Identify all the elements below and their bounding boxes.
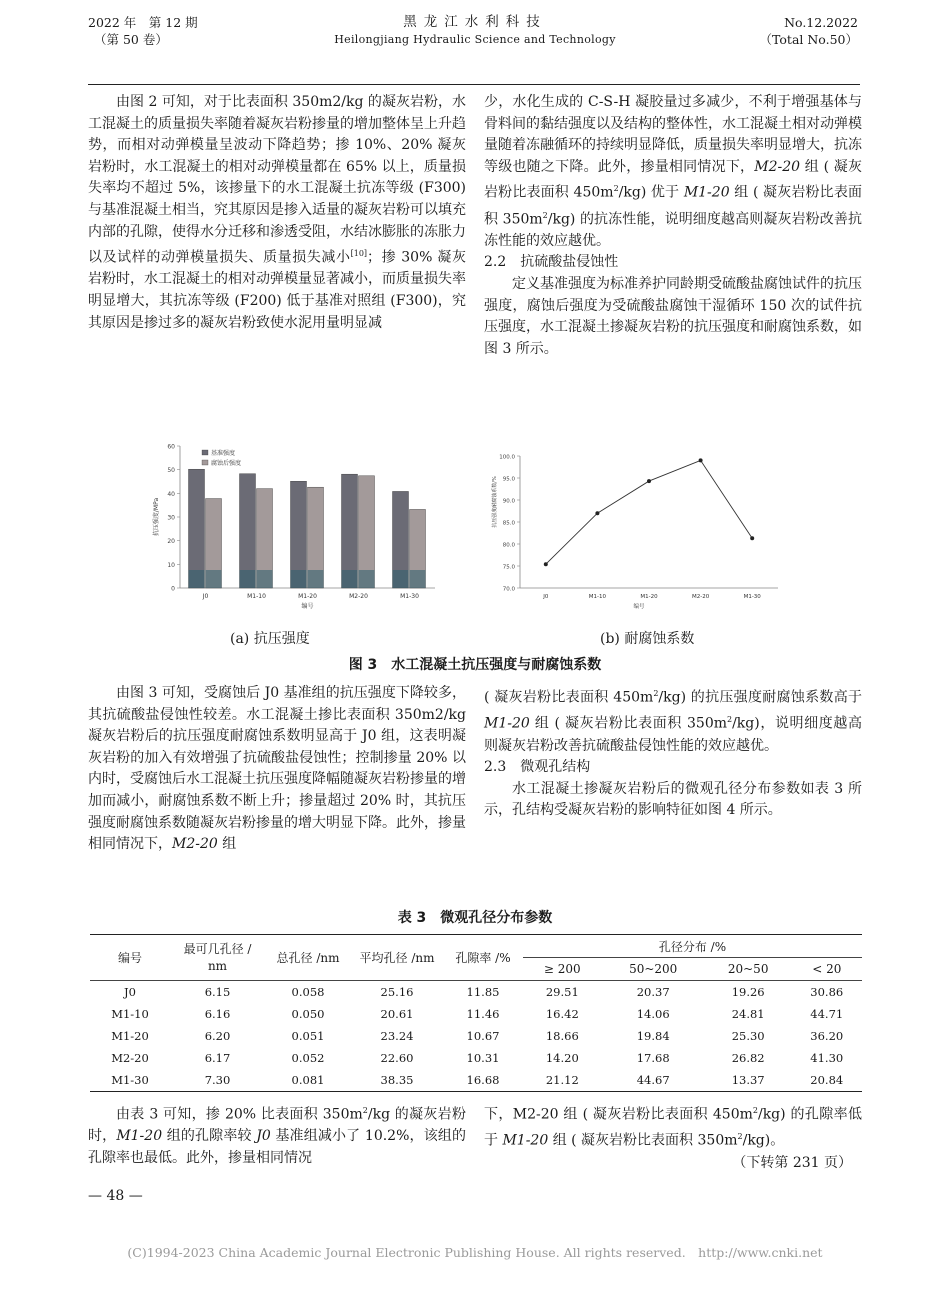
superscript: 2 bbox=[737, 1132, 743, 1142]
x-axis-label: 编号 bbox=[633, 604, 645, 610]
y-tick-label: 10 bbox=[167, 561, 175, 569]
header-bin-1: ≥ 200 bbox=[543, 962, 581, 976]
table-cell: 20.84 bbox=[810, 1073, 844, 1087]
row-id-cell: M1-30 bbox=[111, 1073, 149, 1087]
legend-swatch bbox=[202, 450, 208, 455]
header-volume: （第 50 卷） bbox=[94, 32, 168, 47]
paragraph-text-tail: ；掺 30% 凝灰岩粉时，水工混凝土的相对动弹模量显著减小，而质量损失率明显增大，其抗冻等级 (F200) 低于基准对照组 (F300)，究其原因是掺过多的凝灰岩粉致使水泥用量明显减 bbox=[88, 249, 466, 331]
superscript: 2 bbox=[653, 689, 659, 698]
x-tick-label: J0 bbox=[202, 593, 209, 600]
table-cell: 20.61 bbox=[380, 1007, 414, 1021]
paragraph-fig3-analysis bbox=[88, 683, 466, 856]
paragraph-text: /kg) 的抗压强度耐腐蚀系数高于 bbox=[658, 689, 863, 706]
paragraph-text: 少，水化生成的 C-S-H 凝胶量过多减少，不利于增强基体与骨料间的黏结强度以及结构的整体性，水工混凝土相对动弹模量随着冻融循环的持续明显降低，质量损失率明显增大，抗冻等级也随之下降。此外，掺量相同情况下， bbox=[484, 94, 862, 175]
table-cell: 6.15 bbox=[204, 985, 231, 999]
header-mode-line2: nm bbox=[207, 958, 228, 973]
paragraph-text: 由图 2 可知，对于比表面积 350m2/kg 的凝灰岩粉，水工混凝土的质量损失率随着凝灰岩粉掺量的增加整体呈上升趋势，而相对动弹模量呈波动下降趋势；掺 10%、20% 凝灰岩粉时，水工混凝土的相对动弹模量都在 65% 以上，质量损失率均不超过 5%，该掺量下的水工混凝土抗冻等级 (F300) 与基准混凝土相当，究其原因是掺入适量的凝灰岩粉可以填充内部的孔隙，使得水分迁移和渗透受阻，水结冰膨胀的冻胀力以及试样的动弹模量损失、质量损失减小 bbox=[88, 94, 466, 266]
chart-corrosion-coefficient bbox=[488, 448, 788, 616]
section-heading-2-2: 2.2 抗硫酸盐侵蚀性 bbox=[484, 254, 619, 271]
y-tick-label: 95.0 bbox=[502, 476, 515, 483]
group-label: M2-20 bbox=[754, 158, 801, 175]
paragraph-text: ( 凝灰岩粉比表面积 450m bbox=[484, 689, 654, 706]
table-cell: 38.35 bbox=[380, 1073, 414, 1087]
table-cell: 6.16 bbox=[204, 1007, 231, 1021]
paragraph-table3-continued bbox=[484, 1100, 862, 1153]
table-cell: 11.85 bbox=[466, 985, 500, 999]
paragraph-text: 组的孔隙率较 bbox=[162, 1128, 257, 1145]
data-point-M1-10 bbox=[595, 511, 599, 515]
table-cell: 10.67 bbox=[466, 1029, 500, 1043]
table-cell: 30.86 bbox=[810, 985, 844, 999]
table-cell: 18.66 bbox=[545, 1029, 579, 1043]
y-tick-label: 20 bbox=[167, 538, 175, 546]
section-heading-2-3: 2.3 微观孔结构 bbox=[484, 759, 591, 776]
header-mode bbox=[170, 935, 265, 981]
table-cell: 7.30 bbox=[204, 1073, 231, 1087]
table-cell: 25.16 bbox=[380, 985, 414, 999]
superscript: 2 bbox=[613, 184, 619, 194]
paragraph-text: 由表 3 可知，掺 20% 比表面积 350m bbox=[116, 1106, 363, 1123]
paragraph-text: 基准组减小了 10.2%，该组的孔隙率也最低。此外，掺量相同情况 bbox=[88, 1128, 467, 1166]
table-cell: 19.84 bbox=[636, 1029, 670, 1043]
row-id-cell: J0 bbox=[124, 985, 136, 999]
bar-base-band bbox=[189, 570, 205, 588]
data-point-M1-30 bbox=[750, 536, 754, 540]
table-row bbox=[90, 1047, 862, 1069]
legend-label: 腐蚀后强度 bbox=[211, 460, 242, 467]
y-tick-label: 40 bbox=[167, 490, 175, 498]
header-total-en: （Total No.50） bbox=[759, 32, 858, 47]
table-title: 表 3 微观孔径分布参数 bbox=[397, 910, 553, 926]
y-tick-label: 60 bbox=[167, 443, 175, 451]
paragraph-text: 组 ( 凝灰岩粉比表面积 350m bbox=[548, 1132, 738, 1149]
table-cell: 20.37 bbox=[636, 985, 670, 999]
paragraph-text: /kg) 的孔隙率低于 bbox=[484, 1106, 863, 1149]
y-tick-label: 70.0 bbox=[502, 586, 515, 593]
header-id: 编号 bbox=[117, 951, 142, 965]
table-cell: 19.26 bbox=[731, 985, 765, 999]
x-tick-label: J0 bbox=[543, 594, 549, 600]
header-bin-4: < 20 bbox=[812, 962, 842, 976]
y-axis-label: 抗压强度/MPa bbox=[153, 497, 160, 537]
figure-title: 图 3 水工混凝土抗压强度与耐腐蚀系数 bbox=[348, 657, 602, 673]
legend-swatch bbox=[202, 460, 208, 465]
continued-note: （下转第 231 页） bbox=[732, 1154, 852, 1171]
paragraph-text: 组 ( 凝灰岩粉比表面积 450m bbox=[484, 158, 863, 202]
column-left-top bbox=[88, 92, 466, 334]
header-total: 总孔径 /nm bbox=[276, 951, 340, 965]
journal-title-cn: 黑龙江水利科技 bbox=[403, 14, 547, 30]
bar-base-band bbox=[308, 570, 324, 588]
table-cell: 0.081 bbox=[291, 1073, 325, 1087]
column-right-middle bbox=[484, 683, 862, 822]
paragraph-text: /kg) 的抗冻性能，说明细度越高则凝灰岩粉改善抗冻性能的效应越优。 bbox=[484, 211, 862, 249]
bar-base-band bbox=[359, 570, 375, 588]
table-header-row bbox=[90, 935, 862, 958]
paragraph-text: /kg)，说明细度越高则凝灰岩粉改善抗硫酸盐侵蚀性能的效应越优。 bbox=[484, 715, 862, 754]
bar-base-band bbox=[410, 570, 426, 588]
x-tick-label: M1-10 bbox=[247, 593, 266, 600]
paragraph-text: 组 ( 凝灰岩粉比表面积 350m bbox=[484, 185, 862, 228]
paragraph-table3-intro: 水工混凝土掺凝灰岩粉后的微观孔径分布参数如表 3 所示，孔结构受凝灰岩粉的影响特征如图 4 所示。 bbox=[484, 780, 862, 819]
table-cell: 24.81 bbox=[731, 1007, 765, 1021]
x-tick-label: M2-20 bbox=[349, 593, 368, 600]
x-axis-label: 编号 bbox=[301, 603, 314, 610]
header-porosity: 孔隙率 /% bbox=[455, 951, 511, 965]
table-row bbox=[90, 981, 862, 1004]
table-cell: 14.06 bbox=[636, 1007, 670, 1021]
table-cell: 41.30 bbox=[810, 1051, 844, 1065]
superscript: 2 bbox=[727, 715, 733, 725]
table-cell: 16.68 bbox=[466, 1073, 500, 1087]
table-pore-distribution bbox=[90, 934, 862, 1092]
bar-base-band bbox=[240, 570, 256, 588]
table-cell: 26.82 bbox=[731, 1051, 765, 1065]
table-cell: 11.46 bbox=[466, 1007, 500, 1021]
figure-caption-b: (b) 耐腐蚀系数 bbox=[600, 631, 695, 647]
header-distribution: 孔径分布 /% bbox=[523, 935, 862, 958]
paragraph-definition: 定义基准强度为标准养护同龄期受硫酸盐腐蚀试件的抗压强度，腐蚀后强度为受硫酸盐腐蚀干湿循环 150 次的试件抗压强度，水工混凝土掺凝灰岩粉的抗压强度和耐腐蚀系数，如图 3 所示。 bbox=[484, 276, 862, 357]
x-tick-label: M1-10 bbox=[588, 594, 607, 600]
table-cell: 0.051 bbox=[291, 1029, 325, 1043]
table-row bbox=[90, 1025, 862, 1047]
superscript: 2 bbox=[752, 1106, 758, 1115]
table-cell: 44.67 bbox=[636, 1073, 670, 1087]
header-average: 平均孔径 /nm bbox=[359, 951, 435, 965]
table-cell: 29.51 bbox=[545, 985, 579, 999]
y-axis-label: 抗压强度耐腐蚀系数/% bbox=[492, 476, 498, 528]
header-year-issue: 2022 年 第 12 期 bbox=[88, 15, 198, 30]
paragraph-text: 组 ( 凝灰岩粉比表面积 350m bbox=[529, 715, 727, 732]
column-right-bottom bbox=[484, 1100, 862, 1174]
table-cell: 36.20 bbox=[810, 1029, 844, 1043]
superscript: 2 bbox=[362, 1106, 368, 1115]
y-tick-label: 100.0 bbox=[499, 454, 515, 461]
group-label: J0 bbox=[256, 1128, 271, 1145]
bar-base-band bbox=[342, 570, 358, 588]
x-tick-label: M2-20 bbox=[691, 594, 710, 600]
paragraph-text: 组 bbox=[217, 836, 237, 853]
column-left-middle bbox=[88, 683, 466, 856]
chart-compressive-strength bbox=[150, 438, 450, 613]
paragraph-text: /kg) 优于 bbox=[618, 185, 684, 202]
journal-title-en: Heilongjiang Hydraulic Science and Technology bbox=[334, 33, 616, 46]
table-row bbox=[90, 1069, 862, 1092]
table-cell: 0.052 bbox=[291, 1051, 325, 1065]
x-tick-label: M1-20 bbox=[640, 594, 658, 600]
y-tick-label: 85.0 bbox=[502, 520, 515, 527]
bar-base-band bbox=[291, 570, 307, 588]
header-rule bbox=[88, 84, 860, 85]
bar-base-band bbox=[206, 570, 222, 588]
paragraph-table3-analysis bbox=[88, 1100, 466, 1169]
group-label: M1-20 bbox=[502, 1132, 549, 1149]
group-label: M2-20 bbox=[172, 836, 218, 853]
paragraph-text: 由图 3 可知，受腐蚀后 J0 基准组的抗压强度下降较多，其抗硫酸盐侵蚀性较差。水工混凝土掺比表面积 350m2/kg 凝灰岩粉后的抗压强度耐腐蚀系数明显高于 J0 组，这表明凝灰岩粉的加入有效增强了抗硫酸盐侵蚀性；控制掺量 20% 以内时，受腐蚀后水工混凝土抗压强度降幅随凝灰岩粉掺量的增加而减小，耐腐蚀系数不断上升；掺量超过 20% 时，其抗压强度耐腐蚀系数随凝灰岩粉掺量的增大明显下降。此外，掺量相同情况下， bbox=[88, 685, 466, 853]
table-cell: 23.24 bbox=[380, 1029, 414, 1043]
header-issue-en: No.12.2022 bbox=[784, 15, 858, 30]
table-cell: 22.60 bbox=[380, 1051, 414, 1065]
table-row bbox=[90, 1003, 862, 1025]
x-tick-label: M1-20 bbox=[298, 593, 317, 600]
table-cell: 44.71 bbox=[810, 1007, 844, 1021]
group-label: M1-20 bbox=[484, 715, 530, 732]
paragraph-text: /kg)。 bbox=[742, 1132, 785, 1149]
y-tick-label: 50 bbox=[167, 467, 175, 475]
copyright-footer: (C)1994-2023 China Academic Journal Electronic Publishing House. All rights reserved. http://www.cnki.net bbox=[127, 1245, 823, 1260]
table-cell: 6.17 bbox=[204, 1051, 231, 1065]
data-point-M1-20 bbox=[647, 479, 651, 483]
bar-base-band bbox=[393, 570, 409, 588]
y-tick-label: 30 bbox=[167, 514, 175, 522]
column-right-top bbox=[484, 92, 862, 360]
series-line bbox=[546, 460, 752, 564]
data-point-M2-20 bbox=[699, 458, 703, 462]
table-cell: 6.20 bbox=[204, 1029, 231, 1043]
table-cell: 13.37 bbox=[731, 1073, 765, 1087]
superscript: 2 bbox=[542, 210, 548, 220]
y-tick-label: 75.0 bbox=[502, 564, 515, 571]
data-point-J0 bbox=[544, 562, 548, 566]
header-mode-line1: 最可几孔径 / bbox=[183, 941, 252, 956]
header-number bbox=[760, 14, 858, 48]
row-id-cell: M2-20 bbox=[111, 1051, 149, 1065]
header-bin-2: 50~200 bbox=[629, 962, 678, 976]
table-cell: 25.30 bbox=[731, 1029, 765, 1043]
citation-ref: [10] bbox=[350, 249, 368, 259]
table-cell: 14.20 bbox=[545, 1051, 579, 1065]
page-number: — 48 — bbox=[88, 1188, 143, 1204]
figure-caption-a: (a) 抗压强度 bbox=[230, 631, 310, 647]
table-cell: 17.68 bbox=[636, 1051, 670, 1065]
table-cell: 0.058 bbox=[291, 985, 325, 999]
x-tick-label: M1-30 bbox=[400, 593, 419, 600]
bar-base-band bbox=[257, 570, 273, 588]
y-tick-label: 90.0 bbox=[502, 498, 515, 505]
paragraph-text: /kg 的凝灰岩粉时， bbox=[88, 1106, 466, 1145]
table-body bbox=[90, 981, 862, 1092]
y-tick-label: 80.0 bbox=[502, 542, 515, 549]
header-bin-3: 20~50 bbox=[727, 962, 769, 976]
paragraph-text: 下，M2-20 组 ( 凝灰岩粉比表面积 450m bbox=[484, 1106, 753, 1123]
legend-label: 基准强度 bbox=[211, 450, 236, 457]
y-tick-label: 0 bbox=[171, 585, 175, 593]
group-label: M1-20 bbox=[116, 1128, 163, 1145]
row-id-cell: M1-10 bbox=[111, 1007, 149, 1021]
x-tick-label: M1-30 bbox=[743, 594, 761, 600]
table-cell: 10.31 bbox=[466, 1051, 500, 1065]
paragraph-fig2-analysis bbox=[88, 92, 466, 334]
table-cell: 16.42 bbox=[545, 1007, 579, 1021]
paragraph-continued bbox=[484, 92, 862, 252]
paragraph-fig3-continued bbox=[484, 683, 862, 757]
group-label: M1-20 bbox=[683, 185, 730, 202]
table-cell: 0.050 bbox=[291, 1007, 325, 1021]
row-id-cell: M1-20 bbox=[111, 1029, 149, 1043]
table-cell: 21.12 bbox=[545, 1073, 579, 1087]
column-left-bottom bbox=[88, 1100, 466, 1169]
